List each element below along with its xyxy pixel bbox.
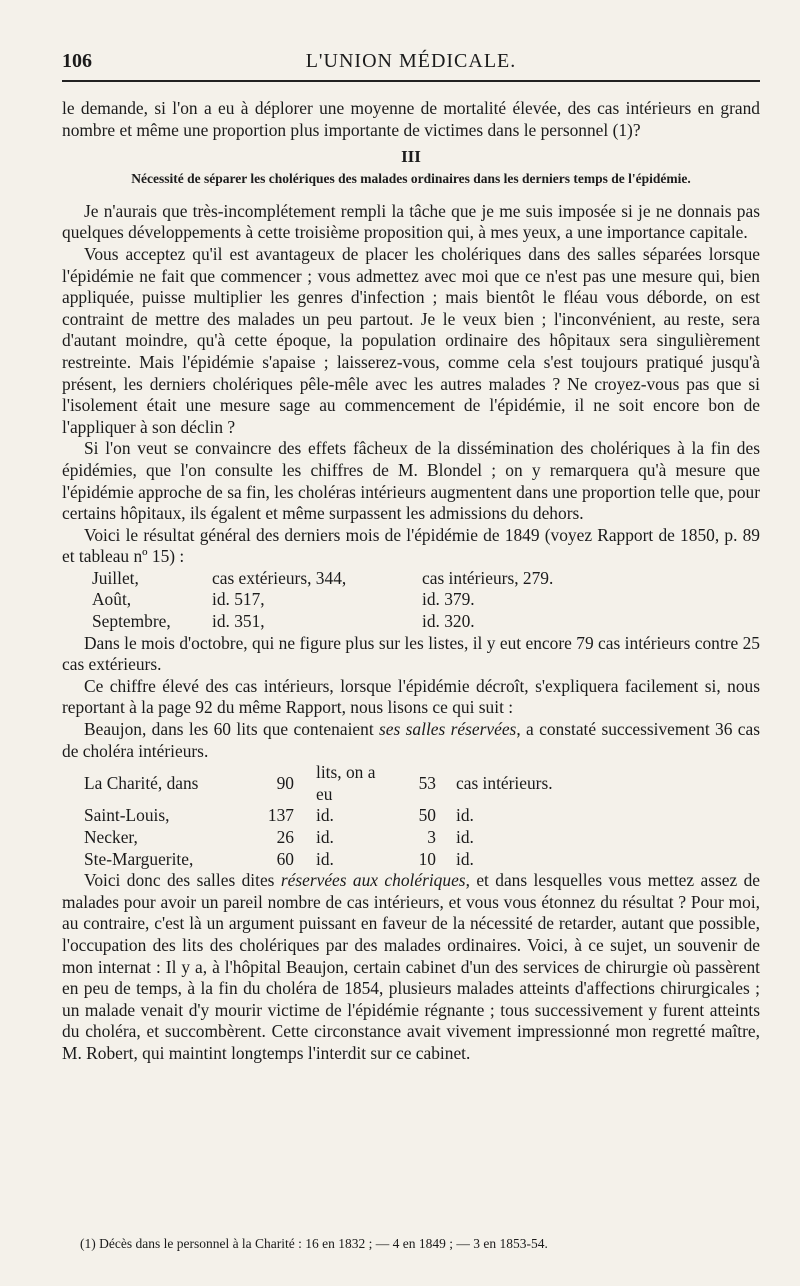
month-cell: Septembre, — [92, 611, 171, 632]
table-row — [92, 611, 622, 633]
hospital-name: La Charité, dans — [84, 773, 199, 794]
footnote: (1) Décès dans le personnel à la Charité : 16 en 1832 ; — 4 en 1849 ; — 3 en 1853-54. — [80, 1236, 548, 1251]
paragraph — [62, 870, 760, 1064]
text-run: Voici donc des salles dites — [84, 870, 281, 891]
exterior-cell: id. 351, — [212, 611, 265, 632]
hospital-name: Ste-Marguerite, — [84, 848, 194, 869]
mid-text: id. — [316, 805, 334, 826]
end-text: id. — [456, 805, 474, 826]
article-body — [62, 98, 760, 1065]
hospital-name: Necker, — [84, 827, 138, 847]
table-row — [84, 827, 553, 849]
table-row — [92, 568, 622, 590]
table-row — [84, 849, 553, 871]
cases-count: 50 — [418, 805, 436, 826]
beds-count: 26 — [276, 827, 294, 847]
text-run: , et dans lesquelles vous mettez assez de malades pour avoir un pareil nombre de cas intérieurs, et vous vous étonnez du résultat ? Pour moi, au contraire, c'est là un argument puissant en faveur de la nécessité de retarder, autant que possible, l'occupation des lits des cholériques par des malades ordinaires. Voici, à ce sujet, un souvenir de mon internat : Il y a, à l'hôpital Beaujon, certain cabinet d'un des services de chirurgie où passèrent en peu de temps, à la fin du choléra de 1854, plusieurs malades atteints d'affections chirurgicales ; un malade venait d'y mourir victime de l'épidémie régnante ; tous successivement y furent atteints du choléra, et succombèrent. Cette circonstance avait vivement impressionné mon regretté maître, M. Robert, qui maintint longtemps l'interdit sur ce cabinet. — [62, 870, 761, 1063]
month-cell: Août, — [92, 589, 132, 610]
beds-count: 60 — [276, 848, 294, 869]
paragraph — [62, 719, 760, 762]
table-row — [84, 762, 553, 805]
hospital-name: Saint-Louis, — [84, 805, 170, 826]
section-number: III — [401, 147, 421, 167]
beds-count: 137 — [267, 805, 294, 826]
table-row — [92, 589, 622, 611]
cases-count: 3 — [427, 827, 436, 847]
paragraph: Je n'aurais que très-incomplétement rempli la tâche que je me suis imposée si je ne donnais pas quelques développements à cette troisième proposition qui, à mes yeux, a une importance capitale. — [62, 200, 760, 243]
end-text: cas intérieurs. — [456, 773, 553, 794]
interior-cell: cas intérieurs, 279. — [422, 567, 554, 588]
text-run: , a constaté successivement 36 cas de choléra intérieurs. — [62, 719, 760, 761]
paragraph-continued: le demande, si l'on a eu à déplorer une moyenne de mortalité élevée, des cas intérieurs en grand nombre et même une proportion plus importante de victimes dans le personnel (1)? — [62, 98, 760, 140]
page-header — [62, 50, 760, 74]
mid-text: id. — [316, 827, 334, 847]
mid-text: lits, on a eu — [316, 762, 376, 804]
end-text: id. — [456, 827, 474, 847]
month-cell: Juillet, — [92, 567, 139, 588]
page-number: 106 — [62, 50, 92, 72]
exterior-cell: cas extérieurs, 344, — [212, 567, 347, 588]
table-row — [84, 805, 553, 827]
cases-count: 10 — [418, 848, 436, 869]
paragraph: Voici le résultat général des derniers mois de l'épidémie de 1849 (voyez Rapport de 1850, p. 89 et tableau nº 15) : — [62, 524, 760, 567]
italic-phrase: ses salles réservées — [379, 719, 517, 740]
italic-phrase: réservées aux cholériques — [280, 870, 466, 891]
cases-count: 53 — [418, 773, 436, 794]
end-text: id. — [456, 848, 474, 869]
monthly-cases-table — [92, 568, 622, 633]
mid-text: id. — [316, 848, 334, 869]
paragraph: Ce chiffre élevé des cas intérieurs, lorsque l'épidémie décroît, s'expliquera facilement si, nous reportant à la page 92 du même Rapport, nous lisons ce qui suit : — [62, 675, 760, 718]
header-rule — [62, 80, 760, 82]
paragraph: Dans le mois d'octobre, qui ne figure plus sur les listes, il y eut encore 79 cas intérieurs contre 25 cas extérieurs. — [62, 632, 760, 675]
interior-cell: id. 320. — [422, 611, 475, 632]
beds-count: 90 — [276, 773, 294, 794]
exterior-cell: id. 517, — [212, 589, 265, 610]
paragraph: Vous acceptez qu'il est avantageux de placer les cholériques dans des salles séparées lorsque l'épidémie ne fait que commencer ; vous admettez avec moi que ce n'est pas une mesure qui, bien appliquée, puisse multiplier les genres d'infection ; mais bientôt le fléau vous déborde, on est contraint de mettre des malades un peu partout. Je le veux bien ; l'inconvénient, au reste, sera d'autant moindre, qu'à cette époque, la population ordinaire des hôpitaux sera singulièrement restreinte. Mais l'épidémie s'apaise ; laisserez-vous, comme cela s'est toujours pratiqué jusqu'à présent, les derniers cholériques pêle-mêle avec les autres malades ? Ne croyez-vous pas que si l'isolement était une mesure sage au commencement de l'épidémie, il ne soit encore bon de l'appliquer à son déclin ? — [62, 243, 760, 437]
hospital-cases-table — [84, 762, 553, 870]
interior-cell: id. 379. — [422, 589, 475, 610]
text-run: Beaujon, dans les 60 lits que contenaient — [84, 719, 380, 740]
paragraph: Si l'on veut se convaincre des effets fâcheux de la dissémination des cholériques à la fin des épidémies, que l'on consulte les chiffres de M. Blondel ; on y remarquera qu'à mesure que l'épidémie approche de sa fin, les choléras intérieurs augmentent dans une proportion telle que, pour certains hôpitaux, ils égalent et même surpassent les admissions du dehors. — [62, 438, 760, 524]
running-title: L'UNION MÉDICALE. — [305, 50, 517, 72]
section-title: Nécessité de séparer les cholériques des malades ordinaires dans les derniers temps de l'épidémie. — [131, 170, 691, 186]
